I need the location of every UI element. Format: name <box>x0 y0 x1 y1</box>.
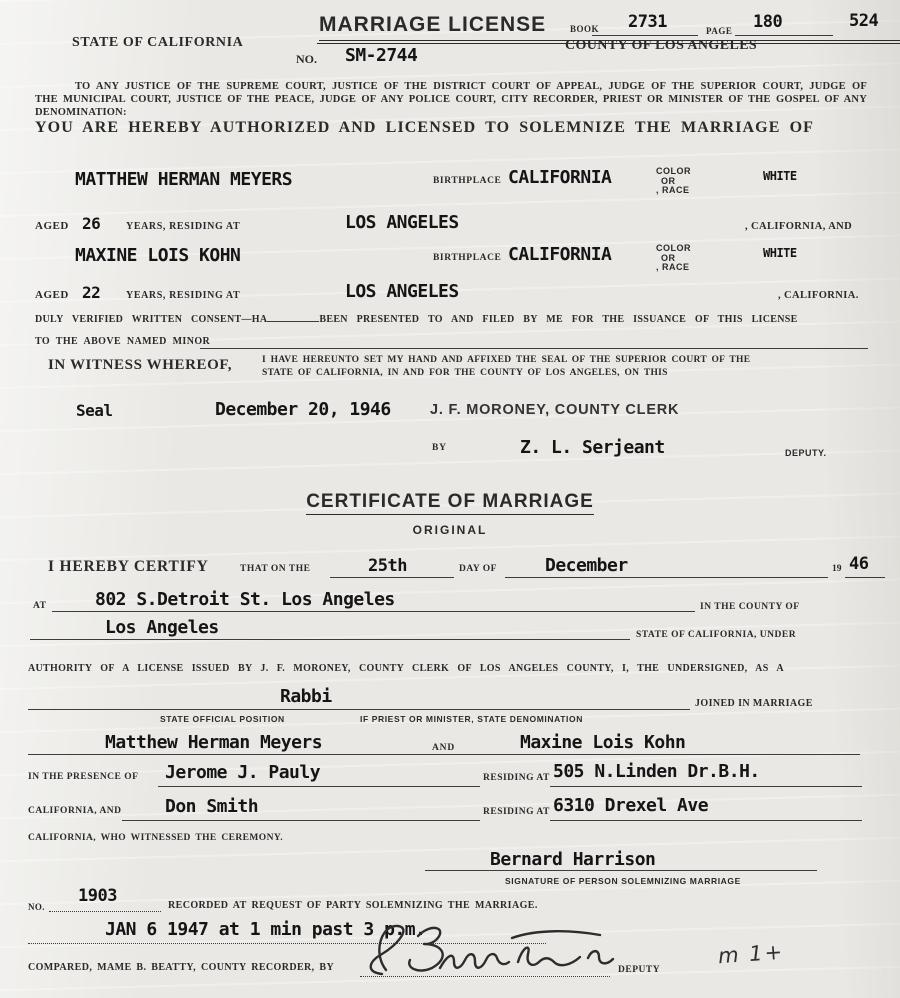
official-position-value: Rabbi <box>280 686 332 707</box>
position-rule <box>28 709 690 710</box>
witness2-address-rule <box>550 820 862 821</box>
witness2-name: Don Smith <box>165 796 259 817</box>
record-no-value: 1903 <box>78 886 117 906</box>
bride-color-race-label <box>656 244 691 273</box>
consent-line2: TO THE ABOVE NAMED MINOR <box>35 336 211 347</box>
bride-residence-value: LOS ANGELES <box>345 281 459 302</box>
groom-residence-value: LOS ANGELES <box>345 212 459 233</box>
groom-aged-label: AGED <box>35 220 69 232</box>
state-under-label: STATE OF CALIFORNIA, UNDER <box>636 630 797 640</box>
ceremony-month: December <box>545 555 628 576</box>
certificate-title: CERTIFICATE OF MARRIAGE <box>306 491 594 515</box>
groom-color-race-label <box>656 167 691 196</box>
page-label: PAGE <box>706 26 733 36</box>
book-value: 2731 <box>628 12 667 32</box>
presence-label: IN THE PRESENCE OF <box>28 772 139 782</box>
residing-at-label-2: RESIDING AT <box>483 807 550 817</box>
groom-birthplace-value: CALIFORNIA <box>508 167 612 188</box>
certificate-title-wrap <box>0 491 900 513</box>
ceremony-day: 25th <box>368 556 407 576</box>
consent-blank <box>267 311 319 322</box>
consent-suffix: BEEN PRESENTED TO AND FILED BY ME FOR THE ISSUANCE OF THIS LICENSE <box>319 314 798 325</box>
by-label: BY <box>432 443 447 453</box>
certificate-subtitle: ORIGINAL <box>412 523 488 537</box>
recorder-deputy-label: DEPUTY <box>618 965 661 975</box>
ceremony-place: 802 S.Detroit St. Los Angeles <box>95 589 395 610</box>
position-caption: STATE OFFICIAL POSITION <box>160 714 285 724</box>
consent-rule <box>200 348 868 349</box>
license-issue-date: December 20, 1946 <box>215 399 391 420</box>
color-label-line3: , RACE <box>656 185 690 195</box>
day-rule <box>330 577 454 578</box>
certify-label: I HEREBY CERTIFY <box>48 558 209 575</box>
ceremony-year: 46 <box>849 554 869 574</box>
bride-race-value: WHITE <box>763 246 797 260</box>
corner-page-number: 524 <box>849 11 879 31</box>
witness1-address: 505 N.Linden Dr.B.H. <box>553 761 760 782</box>
county-of-los-angeles-label: COUNTY OF LOS ANGELES <box>565 38 758 53</box>
page-value: 180 <box>753 12 783 32</box>
color-label-line1: COLOR <box>656 243 691 253</box>
groom-race-value: WHITE <box>763 169 797 183</box>
recorder-deputy-signature <box>352 912 642 984</box>
solemnizer-rule <box>425 870 817 871</box>
record-no-rule <box>49 911 161 912</box>
color-label-line1: COLOR <box>656 166 691 176</box>
witness2-rule <box>122 820 480 821</box>
residing-at-label-1: RESIDING AT <box>483 773 550 783</box>
certificate-groom-name: Matthew Herman Meyers <box>105 732 323 753</box>
page-rule <box>735 35 833 36</box>
groom-residence-suffix: , CALIFORNIA, AND <box>745 221 853 232</box>
ceremony-county: Los Angeles <box>105 617 219 638</box>
addressee-paragraph: TO ANY JUSTICE OF THE SUPREME COURT, JUSTICE OF THE DISTRICT COURT OF APPEAL, JUDGE OF THE SUPERIOR COURT, JUDGE OF THE MUNICIPAL COURT, JUSTICE OF THE PEACE, JUDGE OF ANY POLICE COURT, CITY RECORDER, PRIEST OR MINISTER OF THE GOSPEL OF ANY DENOMINATION: <box>35 81 867 118</box>
book-rule <box>592 35 698 36</box>
groom-age-value: 26 <box>82 214 101 233</box>
couple-rule <box>28 754 860 755</box>
and-label: AND <box>432 743 455 753</box>
day-of-label: DAY OF <box>459 564 497 574</box>
bride-residence-suffix: , CALIFORNIA. <box>778 290 859 301</box>
license-no-label: NO. <box>296 52 317 66</box>
witness2-address: 6310 Drexel Ave <box>553 795 709 816</box>
bride-aged-label: AGED <box>35 289 69 301</box>
bride-name: MAXINE LOIS KOHN <box>75 245 241 266</box>
county-clerk-name: J. F. MORONEY, COUNTY CLERK <box>430 402 680 418</box>
color-label-line2: OR <box>661 252 676 263</box>
bride-birthplace-value: CALIFORNIA <box>508 244 612 265</box>
witness-heading: IN WITNESS WHEREOF, <box>48 357 233 373</box>
handwritten-margin-note: m 1+ <box>717 939 785 969</box>
joined-in-marriage-label: JOINED IN MARRIAGE <box>695 698 813 709</box>
month-rule <box>505 577 828 578</box>
certificate-bride-name: Maxine Lois Kohn <box>520 732 686 753</box>
at-label: AT <box>33 601 47 611</box>
bride-age-value: 22 <box>82 283 101 302</box>
color-label-line3: , RACE <box>656 262 690 272</box>
recorded-line: RECORDED AT REQUEST OF PARTY SOLEMNIZING THE MARRIAGE. <box>168 900 538 911</box>
recorded-date: JAN 6 1947 at 1 min past 3 p.m. <box>105 919 426 940</box>
record-no-label: NO. <box>28 902 45 912</box>
book-label: BOOK <box>570 24 600 34</box>
authority-line: AUTHORITY OF A LICENSE ISSUED BY J. F. MORONEY, COUNTY CLERK OF LOS ANGELES COUNTY, I, THE UNDERSIGNED, AS A <box>28 663 784 674</box>
california-and-label: CALIFORNIA, AND <box>28 806 122 816</box>
state-of-california-label: STATE OF CALIFORNIA <box>72 35 244 50</box>
color-label-line2: OR <box>661 175 676 186</box>
groom-birthplace-label: BIRTHPLACE <box>433 176 502 186</box>
year-prefix: 19 <box>832 564 842 574</box>
compared-line: COMPARED, MAME B. BEATTY, COUNTY RECORDER, BY <box>28 962 335 973</box>
clerk-deputy-signature: Z. L. Serjeant <box>520 437 665 458</box>
witness1-name: Jerome J. Pauly <box>165 762 321 783</box>
groom-name: MATTHEW HERMAN MEYERS <box>75 169 293 190</box>
seal-label: Seal <box>76 401 113 420</box>
certificate-subtitle-wrap <box>0 521 900 539</box>
consent-line <box>35 311 798 325</box>
that-on-the-label: THAT ON THE <box>240 564 311 574</box>
bride-residing-label: YEARS, RESIDING AT <box>126 290 241 301</box>
witnessed-ceremony-line: CALIFORNIA, WHO WITNESSED THE CEREMONY. <box>28 833 283 843</box>
authorization-line: YOU ARE HEREBY AUTHORIZED AND LICENSED TO SOLEMNIZE THE MARRIAGE OF <box>35 119 815 136</box>
license-no-value: SM-2744 <box>345 45 418 66</box>
year-rule <box>845 577 885 578</box>
witness1-address-rule <box>550 786 862 787</box>
license-title: MARRIAGE LICENSE <box>319 13 900 41</box>
bride-birthplace-label: BIRTHPLACE <box>433 253 502 263</box>
witness-text-line1: I HAVE HEREUNTO SET MY HAND AND AFFIXED THE SEAL OF THE SUPERIOR COURT OF THE <box>262 355 751 365</box>
solemnizer-caption: SIGNATURE OF PERSON SOLEMNIZING MARRIAGE <box>505 876 741 886</box>
witness1-rule <box>158 786 480 787</box>
solemnizer-name: Bernard Harrison <box>490 849 656 870</box>
consent-prefix: DULY VERIFIED WRITTEN CONSENT—HA <box>35 314 268 325</box>
county-rule <box>30 639 630 640</box>
deputy-label: DEPUTY. <box>785 448 827 458</box>
witness-text-line2: STATE OF CALIFORNIA, IN AND FOR THE COUNTY OF LOS ANGELES, ON THIS <box>262 368 668 378</box>
place-rule <box>52 611 695 612</box>
denomination-caption: IF PRIEST OR MINISTER, STATE DENOMINATION <box>360 714 583 724</box>
groom-residing-label: YEARS, RESIDING AT <box>126 221 241 232</box>
in-county-label: IN THE COUNTY OF <box>700 602 800 612</box>
